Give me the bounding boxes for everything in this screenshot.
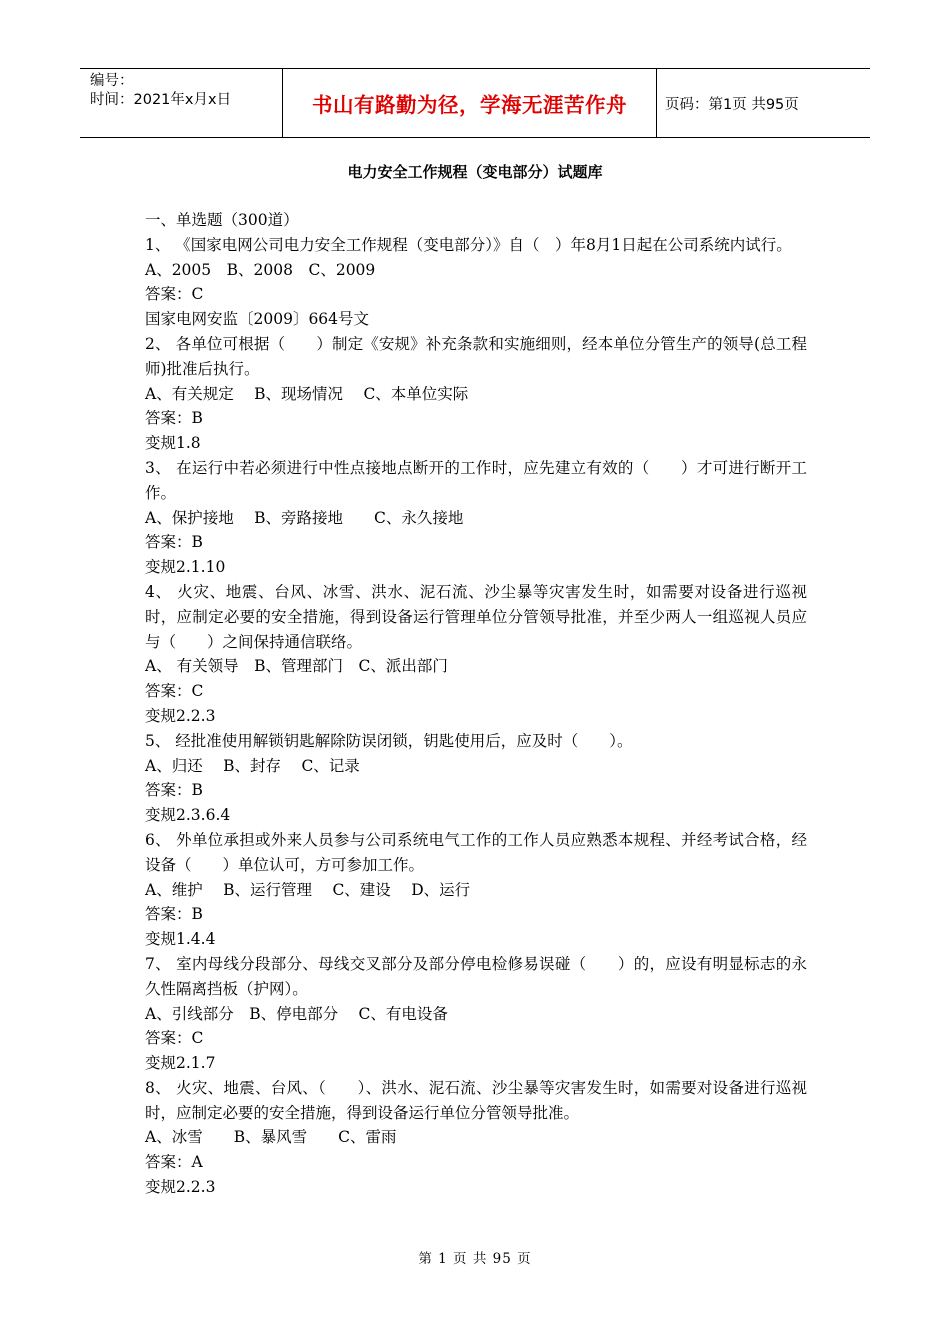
content-line: A、 有关领导 B、管理部门 C、派出部门 bbox=[145, 657, 448, 676]
question-content bbox=[145, 208, 807, 1200]
content-line: A、归还 B、封存 C、记录 bbox=[145, 756, 360, 775]
content-line: 4、 火灾、地震、台风、冰雪、洪水、泥石流、沙尘暴等灾害发生时，如需要对设备进行巡视时，应制定必要的安全措施，得到设备运行管理单位分管领导批准，并至少两人一组巡视人员应与（ ）之间保持通信联络。 bbox=[145, 582, 807, 651]
content-line: 2、 各单位可根据（ ）制定《安规》补充条款和实施细则，经本单位分管生产的领导(总工程师)批准后执行。 bbox=[145, 334, 807, 378]
content-line: A、有关规定 B、现场情况 C、本单位实际 bbox=[145, 384, 469, 403]
content-line: 答案：B bbox=[145, 781, 203, 800]
section-heading: 一、单选题（300道） bbox=[145, 211, 299, 229]
content-line: 5、 经批准使用解锁钥匙解除防误闭锁，钥匙使用后，应及时（ ）。 bbox=[145, 731, 633, 750]
question-lines bbox=[145, 233, 807, 1200]
content-line: 答案：C bbox=[145, 1029, 204, 1048]
header-page-cell bbox=[655, 69, 870, 137]
content-line: 变规1.4.4 bbox=[145, 930, 216, 949]
content-line: 答案：B bbox=[145, 533, 203, 552]
content-line: 变规2.3.6.4 bbox=[145, 806, 231, 825]
document-title: 电力安全工作规程（变电部分）试题库 bbox=[347, 163, 603, 181]
header-motto-cell bbox=[282, 69, 657, 137]
header-info bbox=[80, 69, 282, 137]
content-line: 7、 室内母线分段部分、母线交叉部分及部分停电检修易误碰（ ）的，应设有明显标志的永久性隔离挡板（护网）。 bbox=[145, 954, 807, 998]
content-line: 答案：B bbox=[145, 409, 203, 428]
content-line: 变规2.1.7 bbox=[145, 1054, 216, 1073]
content-line: 3、 在运行中若必须进行中性点接地点断开的工作时，应先建立有效的（ ）才可进行断开工作。 bbox=[145, 458, 807, 502]
page-label: 页码：第1页 共95页 bbox=[665, 96, 799, 113]
content-line: 答案：A bbox=[145, 1153, 203, 1172]
content-line: A、引线部分 B、停电部分 C、有电设备 bbox=[145, 1004, 448, 1023]
content-line: 1、 《国家电网公司电力安全工作规程（变电部分）》自（ ）年8月1日起在公司系统内试行。 bbox=[145, 235, 792, 254]
content-line: 变规2.2.3 bbox=[145, 1178, 216, 1197]
content-line: 8、 火灾、地震、台风、（ ）、洪水、泥石流、沙尘暴等灾害发生时，如需要对设备进行巡视时，应制定必要的安全措施，得到设备运行单位分管领导批准。 bbox=[145, 1078, 807, 1122]
page-header bbox=[80, 68, 870, 138]
content-line: 6、 外单位承担或外来人员参与公司系统电气工作的工作人员应熟悉本规程、并经考试合格，经设备（ ）单位认可，方可参加工作。 bbox=[145, 830, 807, 874]
content-line: A、2005 B、2008 C、2009 bbox=[145, 260, 376, 279]
content-line: 答案：C bbox=[145, 682, 204, 701]
content-line: A、保护接地 B、旁路接地 C、永久接地 bbox=[145, 508, 464, 527]
time-label: 时间：2021年x月x日 bbox=[90, 92, 232, 108]
number-label: 编号： bbox=[90, 73, 134, 89]
content-line: 变规1.8 bbox=[145, 434, 201, 453]
content-line: A、冰雪 B、暴风雪 C、雷雨 bbox=[145, 1128, 397, 1147]
content-line: 答案：B bbox=[145, 905, 203, 924]
content-line: A、维护 B、运行管理 C、建设 D、运行 bbox=[145, 880, 471, 899]
content-line: 答案：C bbox=[145, 285, 204, 304]
content-line: 变规2.1.10 bbox=[145, 558, 226, 577]
content-line: 变规2.2.3 bbox=[145, 706, 216, 725]
page-footer: 第 1 页 共 95 页 bbox=[418, 1251, 532, 1267]
header-motto: 书山有路勤为径，学海无涯苦作舟 bbox=[312, 93, 627, 117]
content-line: 国家电网安监〔2009〕664号文 bbox=[145, 310, 370, 329]
